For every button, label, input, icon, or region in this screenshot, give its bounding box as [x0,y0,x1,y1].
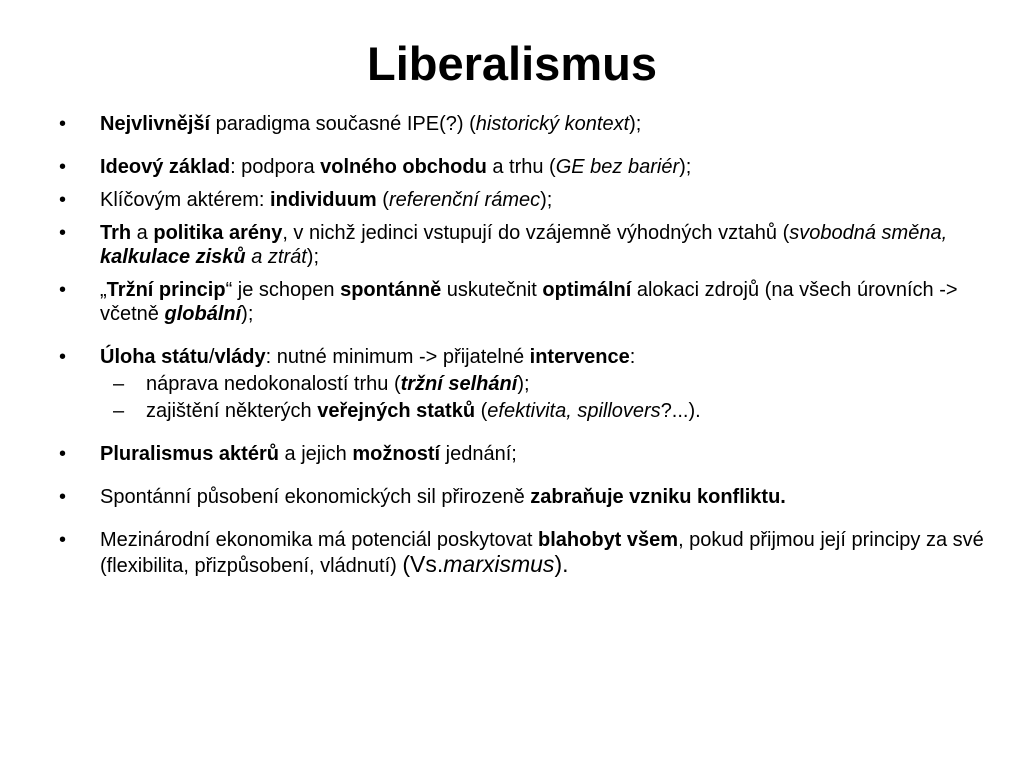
text-run: , v nichž jedinci vstupují do vzájemně výhodných vztahů ( [282,222,790,244]
bullet-text [100,189,552,211]
bullet-item-5 [0,278,1024,326]
text-run: „ [100,279,107,301]
sub-item-1 [0,372,1024,396]
bullet-mark: • [59,486,67,508]
text-run: Klíčovým aktérem: [100,189,271,211]
bullet-item-9 [0,528,1024,578]
text-run: blahobyt všem [538,529,679,551]
bullet-mark: • [59,222,67,244]
bullet-mark: • [59,189,67,211]
text-run: zajištění některých [146,400,318,422]
text-run: ( [475,400,488,422]
text-run: optimální [542,279,632,301]
text-run: ); [241,303,254,325]
text-run: a trhu ( [486,156,556,178]
bullet-item-8 [0,485,1024,509]
text-run: politika arény [153,222,283,244]
text-run: veřejných statků [317,400,476,422]
text-run: kalkulace zisků [100,246,246,268]
text-run: : podpora [230,156,321,178]
text-run: Nejvlivnější [100,113,211,135]
text-run: ); [306,246,320,268]
bullet-item-7 [0,442,1024,466]
text-run: možností [352,443,441,465]
bullet-item-3 [0,188,1024,212]
slide-title: Liberalismus [367,37,657,90]
text-run: ?...). [660,400,701,422]
text-run: individuum [270,189,377,211]
text-run: : [629,346,636,368]
text-run: , pokud přijmou její principy za své (flexibilita, přizpůsobení, vládnutí) [100,529,984,577]
text-run: intervence [529,346,630,368]
bullet-mark: • [59,529,67,551]
text-run: Spontánní působení ekonomických sil přirozeně [100,486,531,508]
text-run: Tržní princip [106,279,226,301]
sub-item-text [146,400,701,422]
bullet-item-2 [0,155,1024,179]
text-run: alokaci zdrojů (na všech úrovních -> včetně [100,279,958,325]
bullet-mark: • [59,113,67,135]
text-run: a ztrát [245,246,307,268]
text-run: ); [679,156,692,178]
bullet-mark: • [59,156,67,178]
bullet-mark: • [59,279,67,301]
text-run: ( [376,189,389,211]
text-run: volného obchodu [320,156,487,178]
text-run: (Vs. [402,551,444,577]
bullet-mark: • [59,346,67,368]
text-run: ); [629,113,642,135]
text-run: globální [164,303,242,325]
bullet-text [100,279,958,325]
text-run: Mezinárodní ekonomika má potenciál poskytovat [100,529,539,551]
bullet-text [100,529,984,577]
text-run: Trh [100,222,132,244]
bullet-text [100,486,786,508]
bullet-item-4 [0,221,1024,269]
text-run: “ je schopen [225,279,341,301]
bullet-text [100,113,641,135]
text-run: efektivita, spillovers [487,400,661,422]
text-run: Ideový základ [100,156,231,178]
bullet-item-6 [0,345,1024,369]
dash-mark: – [113,400,125,422]
text-run: tržní selhání [400,373,518,395]
bullet-item-1 [0,112,1024,136]
text-run: vlády [214,346,266,368]
bullet-text [100,222,947,268]
sub-item-2 [0,399,1024,423]
bullet-text [100,346,635,368]
text-run: historický kontext [475,113,630,135]
text-run: Úloha státu [100,346,209,368]
text-run: a jejich [278,443,353,465]
bullet-text [100,156,691,178]
sub-item-text [146,373,530,395]
text-run: uskutečnit [441,279,543,301]
dash-mark: – [113,373,125,395]
bullet-mark: • [59,443,67,465]
text-run: Pluralismus aktérů [100,443,279,465]
text-run: jednání; [440,443,517,465]
text-run: : nutné minimum -> přijatelné [265,346,530,368]
text-run: ). [554,551,569,577]
text-run: a [131,222,154,244]
text-run: svobodná směna, [789,222,948,244]
text-run: / [208,346,215,368]
text-run: ); [540,189,553,211]
text-run: marxismus [443,551,555,577]
text-run: zabraňuje vzniku konfliktu. [530,486,786,508]
bullet-list [0,112,1024,578]
text-run: GE bez bariér [555,156,680,178]
text-run: spontánně [340,279,442,301]
text-run: ); [517,373,530,395]
text-run: náprava nedokonalostí trhu ( [146,373,401,395]
text-run: paradigma současné IPE(?) ( [210,113,476,135]
text-run: referenční rámec [388,189,541,211]
bullet-text [100,443,517,465]
